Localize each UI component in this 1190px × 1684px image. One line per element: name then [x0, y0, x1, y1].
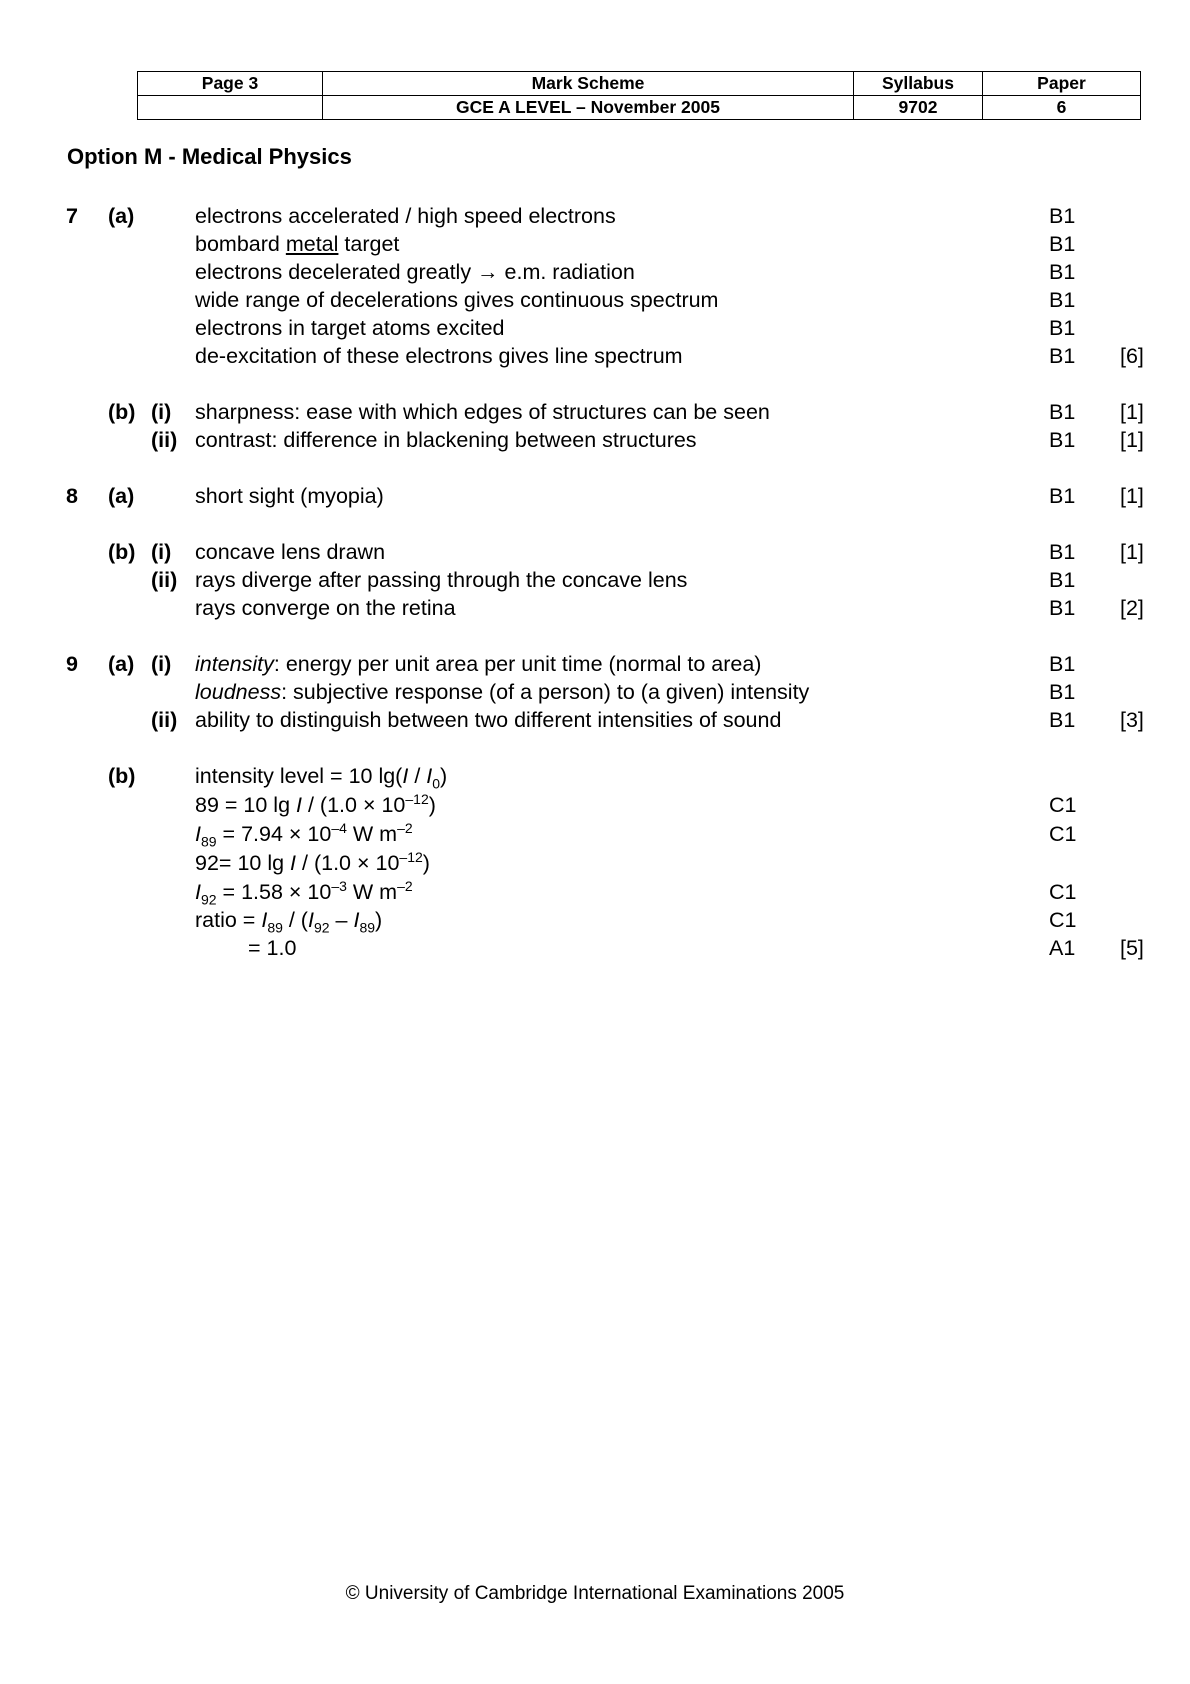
calc-text: 89 = 10 $\lg I / (1.0 \times 10^{-12})$ — [195, 790, 436, 817]
mark: B1 — [1049, 260, 1076, 284]
answer-text: wide range of decelerations gives continuous spectrum — [195, 288, 719, 312]
q8a-line — [0, 482, 1190, 510]
subpart-label: (i) — [151, 400, 172, 424]
answer-text: rays diverge after passing through the concave lens — [195, 568, 688, 592]
q9b-line-7 — [0, 934, 1190, 962]
q7a-line-1 — [0, 202, 1190, 230]
part-label: (a) — [108, 204, 135, 228]
header-table — [137, 71, 1141, 120]
answer-text: bombard metal target — [195, 232, 400, 256]
answer-text: electrons accelerated / high speed electrons — [195, 204, 616, 228]
q7bii-line — [0, 426, 1190, 454]
mark: B1 — [1049, 540, 1076, 564]
subpart-label: (i) — [151, 652, 172, 676]
q9b-line-6 — [0, 906, 1190, 934]
q9ai-line-2 — [0, 678, 1190, 706]
calc-text: $I_{92} = 1.58 \times 10^{-3}$ W $m^{-2}$ — [195, 877, 413, 908]
part-label: (a) — [108, 652, 135, 676]
answer-text: contrast: difference in blackening between structures — [195, 428, 697, 452]
mark: C1 — [1049, 880, 1077, 904]
mark: B1 — [1049, 484, 1076, 508]
calc-text: $I_{89} = 7.94 \times 10^{-4}$ W $m^{-2}$ — [195, 819, 413, 850]
q9b-line-3 — [0, 820, 1190, 848]
header-paper-label: Paper — [983, 72, 1141, 96]
footer-copyright: © University of Cambridge International Examinations 2005 — [345, 1583, 845, 1604]
mark: A1 — [1049, 936, 1076, 960]
q7bi-line — [0, 398, 1190, 426]
answer-text: short sight (myopia) — [195, 484, 384, 508]
answer-text: de-excitation of these electrons gives line spectrum — [195, 344, 683, 368]
answer-text: rays converge on the retina — [195, 596, 456, 620]
calc-text: = 1.0 — [248, 936, 297, 960]
mark: B1 — [1049, 596, 1076, 620]
mark: B1 — [1049, 316, 1076, 340]
q7a-line-2 — [0, 230, 1190, 258]
q8bii-line-2 — [0, 594, 1190, 622]
total-mark: [1] — [1120, 484, 1144, 508]
subpart-label: (ii) — [151, 568, 178, 592]
header-mark-scheme: Mark Scheme — [323, 72, 854, 96]
part-label: (b) — [108, 540, 136, 564]
q7a-line-4 — [0, 286, 1190, 314]
header-syllabus: 9702 — [854, 96, 983, 120]
header-empty — [138, 96, 323, 120]
subpart-label: (ii) — [151, 428, 178, 452]
part-label: (b) — [108, 764, 136, 788]
q9b-line-5 — [0, 878, 1190, 906]
mark: B1 — [1049, 680, 1076, 704]
q7a-line-6 — [0, 342, 1190, 370]
mark: B1 — [1049, 288, 1076, 312]
q7a-line-5 — [0, 314, 1190, 342]
answer-text: concave lens drawn — [195, 540, 386, 564]
subpart-label: (ii) — [151, 708, 178, 732]
mark: C1 — [1049, 908, 1077, 932]
question-number: 8 — [66, 484, 78, 508]
answer-text: intensity: energy per unit area per unit time (normal to area) — [195, 652, 762, 676]
answer-text: electrons decelerated greatly → e.m. radiation — [195, 260, 635, 284]
header-paper: 6 — [983, 96, 1141, 120]
mark: B1 — [1049, 400, 1076, 424]
mark: B1 — [1049, 652, 1076, 676]
total-mark: [2] — [1120, 596, 1144, 620]
q9b-line-1 — [0, 762, 1190, 790]
total-mark: [1] — [1120, 400, 1144, 424]
mark: B1 — [1049, 204, 1076, 228]
total-mark: [3] — [1120, 708, 1144, 732]
header-page: Page 3 — [138, 72, 323, 96]
mark: B1 — [1049, 568, 1076, 592]
q7a-line-3 — [0, 258, 1190, 286]
answer-text: ability to distinguish between two different intensities of sound — [195, 708, 782, 732]
header-exam: GCE A LEVEL – November 2005 — [323, 96, 854, 120]
total-mark: [5] — [1120, 936, 1144, 960]
q8bii-line-1 — [0, 566, 1190, 594]
mark: B1 — [1049, 708, 1076, 732]
header-syllabus-label: Syllabus — [854, 72, 983, 96]
total-mark: [1] — [1120, 428, 1144, 452]
calc-text: ratio = $I_{89} / (I_{92} - I_{89})$ — [195, 908, 383, 936]
total-mark: [6] — [1120, 344, 1144, 368]
mark: B1 — [1049, 232, 1076, 256]
answer-text: loudness: subjective response (of a person) to (a given) intensity — [195, 680, 810, 704]
q9aii-line — [0, 706, 1190, 734]
question-number: 7 — [66, 204, 78, 228]
subpart-label: (i) — [151, 540, 172, 564]
answer-text: sharpness: ease with which edges of structures can be seen — [195, 400, 770, 424]
q8bi-line — [0, 538, 1190, 566]
q9b-line-2 — [0, 791, 1190, 819]
q9ai-line-1 — [0, 650, 1190, 678]
mark: B1 — [1049, 428, 1076, 452]
q9b-line-4 — [0, 849, 1190, 877]
calc-text: 92= 10 $\lg I / (1.0 \times 10^{-12})$ — [195, 848, 430, 875]
part-label: (a) — [108, 484, 135, 508]
mark: C1 — [1049, 793, 1077, 817]
mark: B1 — [1049, 344, 1076, 368]
section-title: Option M - Medical Physics — [67, 144, 352, 169]
calc-text: intensity level = 10 $\lg(I / I_0)$ — [195, 764, 448, 792]
part-label: (b) — [108, 400, 136, 424]
answer-text: electrons in target atoms excited — [195, 316, 505, 340]
question-number: 9 — [66, 652, 78, 676]
mark: C1 — [1049, 822, 1077, 846]
total-mark: [1] — [1120, 540, 1144, 564]
